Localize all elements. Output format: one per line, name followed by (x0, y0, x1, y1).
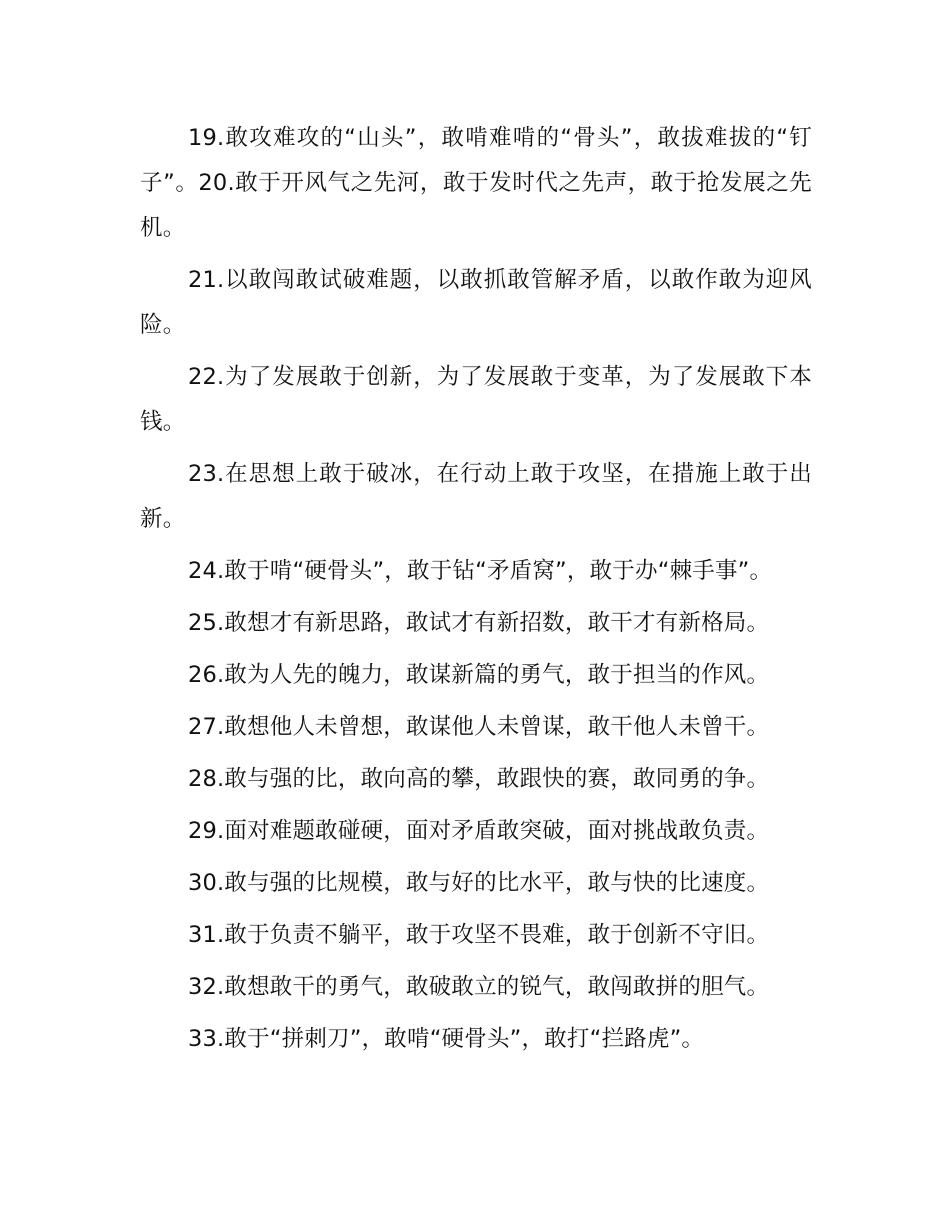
paragraph-25: 25.敢想才有新思路，敢试才有新招数，敢干才有新格局。 (188, 610, 770, 636)
document-page (140, 116, 812, 1069)
paragraph-31: 31.敢于负责不躺平，敢于攻坚不畏难，敢于创新不守旧。 (188, 922, 770, 948)
paragraph-32: 32.敢想敢干的勇气，敢破敢立的锐气，敢闯敢拼的胆气。 (188, 974, 770, 1000)
paragraph-21: 21.以敢闯敢试破难题，以敢抓敢管解矛盾，以敢作敢为迎风险。 (140, 267, 812, 338)
paragraph-28: 28.敢与强的比，敢向高的攀，敢跟快的赛，敢同勇的争。 (188, 766, 770, 792)
paragraph-30: 30.敢与强的比规模，敢与好的比水平，敢与快的比速度。 (188, 870, 770, 896)
paragraph-29: 29.面对难题敢碰硬，面对矛盾敢突破，面对挑战敢负责。 (188, 818, 770, 844)
paragraph-22: 22.为了发展敢于创新，为了发展敢于变革，为了发展敢下本钱。 (140, 364, 812, 435)
paragraph-27: 27.敢想他人未曾想，敢谋他人未曾谋，敢干他人未曾干。 (188, 714, 770, 740)
paragraph-24: 24.敢于啃“硬骨头”，敢于钻“矛盾窝”，敢于办“棘手事”。 (188, 558, 773, 584)
paragraph-33: 33.敢于“拼刺刀”，敢啃“硬骨头”，敢打“拦路虎”。 (188, 1026, 705, 1052)
paragraph-19-20: 19.敢攻难攻的“山头”，敢啃难啃的“骨头”，敢拔难拔的“钉子”。20.敢于开风气之先河，敢于发时代之先声，敢于抢发展之先机。 (140, 125, 812, 241)
paragraph-23: 23.在思想上敢于破冰，在行动上敢于攻坚，在措施上敢于出新。 (140, 461, 812, 532)
paragraph-26: 26.敢为人先的魄力，敢谋新篇的勇气，敢于担当的作风。 (188, 662, 770, 688)
